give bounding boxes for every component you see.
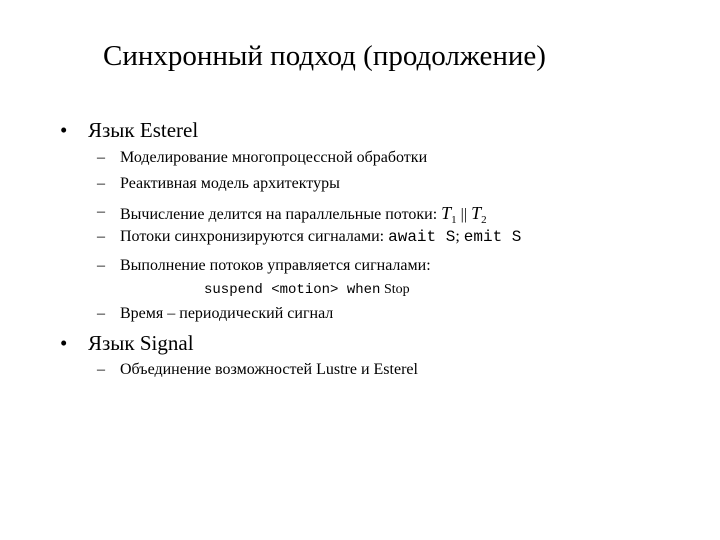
list-item: Моделирование многопроцессной обработки	[120, 149, 428, 166]
code-suspend: suspend <motion> when	[204, 282, 381, 298]
dash-marker: –	[97, 175, 105, 192]
math-parallel: ||	[456, 206, 472, 223]
dash-marker: –	[97, 361, 105, 378]
list-item-text: Вычисление делится на параллельные потоки:	[120, 206, 442, 223]
code-separator: ;	[455, 228, 464, 245]
dash-marker: –	[97, 203, 105, 220]
dash-marker: –	[97, 257, 105, 274]
section-esterel-label: Язык Esterel	[88, 118, 199, 142]
slide-title: Синхронный подход (продолжение)	[103, 40, 546, 72]
list-item: Выполнение потоков управляется сигналами:	[120, 257, 431, 274]
list-item: Время – периодический сигнал	[120, 305, 334, 322]
list-item	[120, 203, 487, 226]
code-stop: Stop	[380, 282, 410, 297]
dash-marker: –	[97, 149, 105, 166]
list-item	[120, 228, 521, 246]
code-emit: emit S	[463, 228, 522, 246]
math-subscript: 1	[451, 214, 457, 227]
math-subscript: 2	[481, 214, 487, 227]
code-line	[204, 280, 410, 298]
list-item: Объединение возможностей Lustre и Esterel	[120, 361, 418, 378]
list-item: Реактивная модель архитектуры	[120, 175, 340, 192]
dash-marker: –	[97, 228, 105, 245]
dash-marker: –	[97, 305, 105, 322]
bullet-marker: •	[60, 331, 68, 355]
list-item-text: Потоки синхронизируются сигналами:	[120, 228, 389, 245]
code-await: await S	[388, 228, 456, 246]
math-var: T	[441, 203, 452, 223]
math-var: T	[471, 203, 482, 223]
bullet-marker: •	[60, 118, 68, 142]
section-signal-label: Язык Signal	[88, 331, 194, 355]
